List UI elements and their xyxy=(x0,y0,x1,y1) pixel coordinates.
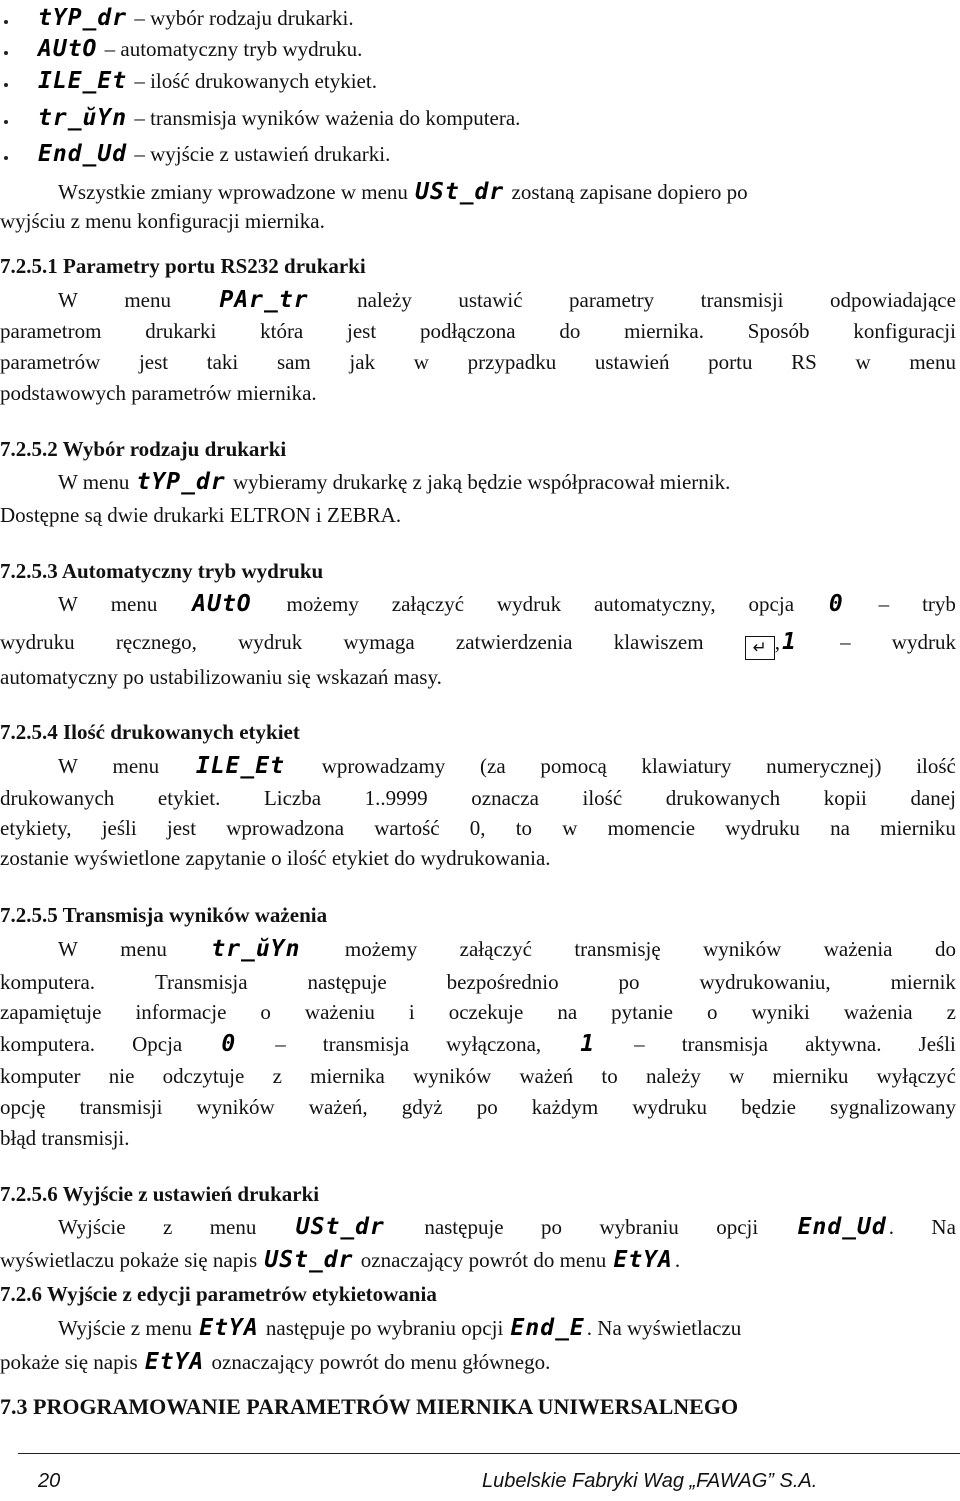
paragraph-line xyxy=(0,319,956,343)
word: to xyxy=(601,1064,618,1088)
word: oznacza xyxy=(471,786,539,810)
word: kopii xyxy=(823,786,867,810)
word: ważeń, xyxy=(308,1095,368,1119)
list-item xyxy=(36,106,956,130)
paragraph-line: błąd transmisji. xyxy=(0,1126,130,1150)
word: wydruku xyxy=(725,816,800,840)
word: 1..9999 xyxy=(364,786,428,810)
word: odpowiadające xyxy=(830,288,956,312)
word: ręcznego, xyxy=(115,630,197,654)
word: ilość xyxy=(582,786,623,810)
display-code: ILE_Et xyxy=(38,68,128,94)
word: transmisja xyxy=(322,1032,410,1056)
word: ważenia xyxy=(823,937,893,961)
display-code: EtYA xyxy=(199,1315,259,1341)
section-heading: 7.2.6 Wyjście z edycji parametrów etykietowania xyxy=(0,1282,437,1306)
word: z xyxy=(946,1000,956,1024)
word: na xyxy=(830,816,850,840)
word: W xyxy=(58,592,78,616)
word: wyłączona, xyxy=(446,1032,542,1056)
word: mierniku xyxy=(772,1064,849,1088)
paragraph-line xyxy=(58,592,956,616)
word: 0, xyxy=(469,816,486,840)
word: oczekuje xyxy=(448,1000,524,1024)
word: komputer xyxy=(0,1064,81,1088)
word: etykiet. xyxy=(157,786,221,810)
word: Opcja xyxy=(132,1032,183,1056)
word: jak xyxy=(349,350,376,374)
word: w xyxy=(729,1064,745,1088)
paragraph-line: Dostępne są dwie drukarki ELTRON i ZEBRA. xyxy=(0,503,402,527)
word: automatyczny, xyxy=(593,592,716,616)
paragraph-line xyxy=(0,816,956,840)
word: opcja xyxy=(748,592,795,616)
word: wartość xyxy=(374,816,440,840)
word: ilość xyxy=(916,754,956,778)
display-code: USt_dr xyxy=(295,1214,385,1240)
word: i xyxy=(408,1000,415,1024)
word: w xyxy=(855,350,871,374)
word: menu xyxy=(909,350,956,374)
word: jest xyxy=(138,350,169,374)
word: wydruku xyxy=(632,1095,708,1119)
text: wyjściu z menu konfiguracji miernika. xyxy=(0,209,325,233)
display-code: USt_dr xyxy=(264,1247,354,1273)
display-code: PAr_tr xyxy=(219,287,309,313)
word: Wyjście xyxy=(58,1215,126,1239)
paragraph-line xyxy=(0,1248,956,1272)
word: – xyxy=(840,630,851,654)
text: pokaże się napis xyxy=(0,1350,138,1374)
word: ważeń xyxy=(519,1064,574,1088)
word: transmisji xyxy=(79,1095,163,1119)
word: wymaga xyxy=(343,630,415,654)
word: W xyxy=(58,937,78,961)
display-code: EtYA xyxy=(144,1349,205,1375)
word: w xyxy=(413,350,429,374)
word: o xyxy=(260,1000,271,1024)
word: odczytuje xyxy=(162,1064,245,1088)
word: jeśli xyxy=(101,816,137,840)
word: klawiszem xyxy=(613,630,704,654)
paragraph-line xyxy=(0,1032,956,1056)
word: menu xyxy=(120,937,167,961)
list-item xyxy=(36,142,956,166)
word: z xyxy=(162,1215,173,1239)
word: parametrów xyxy=(0,350,101,374)
display-code: 1 xyxy=(782,629,797,655)
word: każdym xyxy=(531,1095,599,1119)
bullet-dot xyxy=(4,156,8,160)
text: wyświetlaczu pokaże się napis xyxy=(0,1248,258,1272)
word: opcję xyxy=(0,1095,46,1119)
word: ważenia xyxy=(843,1000,913,1024)
word: drukarki xyxy=(145,319,217,343)
word: możemy xyxy=(286,592,359,616)
display-code: EtYA xyxy=(613,1247,673,1273)
display-code: tr_ŭYn xyxy=(38,105,128,131)
word: sygnalizowany xyxy=(830,1095,956,1119)
list-item-text: – wyjście z ustawień drukarki. xyxy=(134,142,391,166)
word: ustawić xyxy=(458,288,523,312)
word: – xyxy=(634,1032,645,1056)
bullet-dot xyxy=(4,83,8,87)
word: będzie xyxy=(741,1095,796,1119)
word: do xyxy=(934,937,956,961)
paragraph-line: podstawowych parametrów miernika. xyxy=(0,381,317,405)
word: o xyxy=(706,1000,718,1024)
section-heading: 7.2.5.2 Wybór rodzaju drukarki xyxy=(0,437,287,461)
word: mierniku xyxy=(880,816,956,840)
paragraph-line: automatyczny po ustabilizowaniu się wskazań masy. xyxy=(0,665,442,689)
paragraph-line xyxy=(0,630,956,660)
paragraph-line xyxy=(58,288,956,312)
word: drukowanych xyxy=(665,786,781,810)
display-code: 1 xyxy=(580,1031,596,1057)
enter-key-icon: ↵ xyxy=(745,636,775,660)
word: gdyż xyxy=(401,1095,443,1119)
word: miernika xyxy=(310,1064,385,1088)
word: wyników xyxy=(703,937,782,961)
word: na xyxy=(557,1000,578,1024)
display-code: ILE_Et xyxy=(195,753,285,779)
page-number: 20 xyxy=(38,1470,61,1492)
word: transmisja xyxy=(681,1032,769,1056)
word: RS xyxy=(791,350,817,374)
word: z xyxy=(272,1064,282,1088)
word: wprowadzona xyxy=(226,816,345,840)
word: nie xyxy=(108,1064,135,1088)
word: wyników xyxy=(196,1095,275,1119)
word: wprowadzamy xyxy=(321,754,446,778)
word: parametry xyxy=(569,288,655,312)
section-heading: 7.2.5.3 Automatyczny tryb wydruku xyxy=(0,559,324,583)
word: W xyxy=(58,288,78,312)
text: wybieramy drukarkę z jaką będzie współpracował miernik. xyxy=(232,470,731,494)
word: pomocą xyxy=(540,754,607,778)
footer-company: Lubelskie Fabryki Wag „FAWAG” S.A. xyxy=(482,1470,818,1492)
word: wydruk xyxy=(496,592,562,616)
display-code: AUtO xyxy=(38,36,98,62)
word: po xyxy=(618,970,640,994)
word: jest xyxy=(166,816,197,840)
paragraph-line xyxy=(58,470,956,494)
bullet-dot xyxy=(4,20,8,24)
word: należy xyxy=(646,1064,701,1088)
word: wydruk xyxy=(891,630,956,654)
list-item xyxy=(36,69,956,93)
list-item-text: – automatyczny tryb wydruku. xyxy=(104,37,363,61)
text: . xyxy=(674,1248,681,1272)
word: sam xyxy=(276,350,311,374)
word: po xyxy=(541,1215,563,1239)
word: do xyxy=(559,319,581,343)
word: drukowanych xyxy=(0,786,115,810)
word: taki xyxy=(206,350,239,374)
word: po xyxy=(476,1095,498,1119)
word: aktywna. xyxy=(805,1032,882,1056)
paragraph-line: zostanie wyświetlone zapytanie o ilość etykiet do wydrukowania. xyxy=(0,846,551,870)
paragraph-line xyxy=(0,350,956,374)
word: – xyxy=(275,1032,286,1056)
word: Sposób xyxy=(747,319,810,343)
list-item-text: – ilość drukowanych etykiet. xyxy=(134,69,377,93)
word: która xyxy=(260,319,304,343)
word: wydruku xyxy=(0,630,75,654)
paragraph-line: Wyjście z menu USt_dr następuje po wybraniu opcji End_Ud. Na xyxy=(58,1214,956,1240)
section-heading: 7.2.5.6 Wyjście z ustawień drukarki xyxy=(0,1182,320,1206)
word: (za xyxy=(480,754,506,778)
section-heading: 7.2.5.5 Transmisja wyników ważenia xyxy=(0,903,328,927)
word: bezpośrednio xyxy=(446,970,559,994)
chapter-heading: 7.3 PROGRAMOWANIE PARAMETRÓW MIERNIKA UNIWERSALNEGO xyxy=(0,1394,739,1419)
text: Wyjście z menu xyxy=(58,1316,193,1340)
paragraph-line xyxy=(0,786,956,810)
word: danej xyxy=(910,786,956,810)
display-code: USt_dr xyxy=(415,179,505,205)
word: numerycznej) xyxy=(766,754,882,778)
word: menu xyxy=(112,754,160,778)
text: Wszystkie zmiany wprowadzone w menu xyxy=(58,180,408,204)
word: podłączona xyxy=(419,319,516,343)
word: wydruk xyxy=(238,630,303,654)
word: momencie xyxy=(607,816,696,840)
display-code: End_Ud xyxy=(797,1214,887,1240)
bullet-dot xyxy=(4,51,8,55)
word: jest xyxy=(347,319,377,343)
display-code: End_Ud xyxy=(38,141,128,167)
paragraph-line xyxy=(58,754,956,778)
word: wyniki xyxy=(751,1000,810,1024)
word: informacje xyxy=(135,1000,227,1024)
display-code: 0 xyxy=(828,591,844,617)
word: konfiguracji xyxy=(853,319,956,343)
word: menu xyxy=(110,592,158,616)
word: tryb xyxy=(922,592,956,616)
word: Transmisja xyxy=(154,970,248,994)
display-code: tr_ŭYn xyxy=(211,936,301,962)
display-code: tYP_dr xyxy=(136,469,226,495)
word: w xyxy=(562,816,578,840)
paragraph-line xyxy=(0,970,956,994)
word: wybraniu xyxy=(599,1215,679,1239)
word: Liczba xyxy=(263,786,322,810)
paragraph-line xyxy=(58,180,956,204)
word: klawiatury xyxy=(641,754,732,778)
paragraph-line xyxy=(0,1000,956,1024)
word: wyników xyxy=(413,1064,492,1088)
word: miernika. xyxy=(624,319,704,343)
text: oznaczający powrót do menu głównego. xyxy=(211,1350,551,1374)
word: transmisji xyxy=(700,288,784,312)
word: wyłączyć xyxy=(876,1064,956,1088)
paragraph-line xyxy=(0,209,956,233)
word: przypadku xyxy=(467,350,557,374)
word: W xyxy=(58,754,78,778)
bullet-dot xyxy=(4,120,8,124)
word: załączyć xyxy=(391,592,465,616)
display-code: AUtO xyxy=(192,591,252,617)
word: zapamiętuje xyxy=(0,1000,102,1024)
paragraph-line xyxy=(0,1350,956,1374)
word: pytanie xyxy=(611,1000,673,1024)
paragraph-line xyxy=(58,937,956,961)
word: portu xyxy=(708,350,753,374)
word: komputera. xyxy=(0,970,96,994)
text: , xyxy=(774,630,780,654)
paragraph-line xyxy=(0,1064,956,1088)
word: komputera. xyxy=(0,1032,96,1056)
footer-rule xyxy=(18,1453,960,1454)
word: menu xyxy=(209,1215,257,1239)
word: załączyć xyxy=(459,937,532,961)
list-item-text: – transmisja wyników ważenia do komputera. xyxy=(134,106,521,130)
section-heading: 7.2.5.1 Parametry portu RS232 drukarki xyxy=(0,254,366,278)
word: miernik xyxy=(890,970,956,994)
word: ważeniu xyxy=(304,1000,375,1024)
word: opcji xyxy=(716,1215,759,1239)
text: zostaną zapisane dopiero po xyxy=(511,180,748,204)
display-code: 0 xyxy=(221,1031,237,1057)
text: . Na wyświetlaczu xyxy=(586,1316,742,1340)
word: etykiety, xyxy=(0,816,72,840)
word: transmisję xyxy=(574,937,661,961)
word: Na xyxy=(931,1215,956,1239)
word: następuje xyxy=(424,1215,504,1239)
word: możemy xyxy=(344,937,418,961)
word: następuje xyxy=(307,970,387,994)
list-item xyxy=(36,37,956,61)
word: menu xyxy=(124,288,171,312)
word: ustawień xyxy=(594,350,670,374)
text: oznaczający powrót do menu xyxy=(360,1248,607,1272)
word: wydrukowaniu, xyxy=(699,970,831,994)
text: następuje po wybraniu opcji xyxy=(265,1316,504,1340)
section-heading: 7.2.5.4 Ilość drukowanych etykiet xyxy=(0,720,300,744)
paragraph-line xyxy=(58,1316,956,1340)
word: Jeśli xyxy=(918,1032,956,1056)
paragraph-line xyxy=(0,1095,956,1119)
display-code: End_E xyxy=(510,1315,585,1341)
word: – xyxy=(878,592,890,616)
text: W menu xyxy=(58,470,130,494)
word: to xyxy=(515,816,533,840)
list-item xyxy=(36,6,956,30)
word: zatwierdzenia xyxy=(455,630,573,654)
list-item-text: – wybór rodzaju drukarki. xyxy=(134,6,354,30)
word: parametrom xyxy=(0,319,102,343)
display-code: tYP_dr xyxy=(38,5,128,31)
word: należy xyxy=(357,288,412,312)
